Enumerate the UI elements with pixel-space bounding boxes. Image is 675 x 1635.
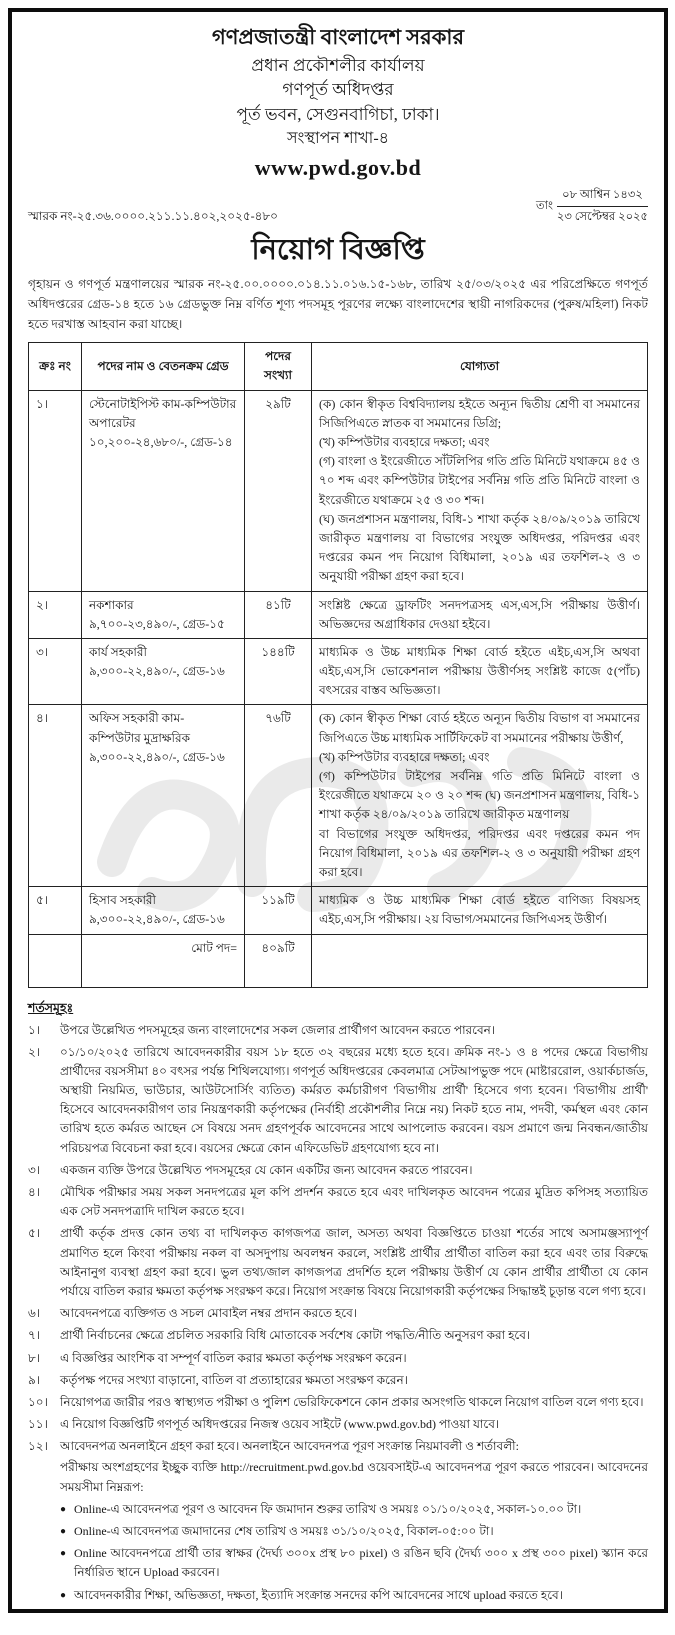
condition-text: উপরে উল্লেখিত পদসমূহের জন্য বাংলাদেশের সকল জেলার প্রার্থীগণ আবেদন করতে পারবেন। (60, 1022, 496, 1037)
post-name-line: হিসাব সহকারী (89, 893, 156, 908)
post-count: ১৪৪টি (245, 638, 312, 705)
post-serial: ২। (29, 591, 82, 638)
table-header-row (29, 343, 648, 390)
intro-paragraph: গৃহায়ন ও গণপূর্ত মন্ত্রণালয়ের স্মারক নং-২৫.০০.০০০০.০১৪.১১.০১৬.১৫-১৬৮, তারিখ ২৫/০৩/২০২৫ এর পরিপ্রেক্ষিতে গণপূর্ত অধিদপ্তরের গ্রেড-১৪ হতে ১৬ গ্রেডভুক্ত নিম্ন বর্ণিত শূণ্য পদসমূহ পূরণের লক্ষ্যে বাংলাদেশের স্থায়ী নাগরিকদের (পুরুষ/মহিলা) নিকট হতে দরখাস্ত আহবান করা যাচ্ছে। (28, 276, 648, 332)
post-qualification (312, 591, 648, 638)
condition-item (28, 1183, 648, 1221)
post-name (82, 638, 245, 705)
column-header-qualification: যোগ্যতা (312, 343, 648, 390)
post-name (82, 887, 245, 934)
post-qualification (312, 638, 648, 705)
department-name: গণপূর্ত অধিদপ্তর (282, 80, 394, 100)
condition-item (28, 1043, 648, 1158)
address-line: পূর্ত ভবন, সেগুনবাগিচা, ঢাকা। (236, 104, 440, 124)
qualification-line: মাধ্যমিক ও উচ্চ মাধ্যমিক শিক্ষা বোর্ড হইতে এইচ,এস,সি অথবা এইচ,এস,সি ভোকেশনাল পরীক্ষায় উত্তীর্ণসহ সংশ্লিষ্ট কাজে ৫(পাঁচ) বৎসরের বাস্তব অভিজ্ঞতা। (319, 644, 640, 698)
qualification-line: (গ) কম্পিউটার টাইপের সর্বনিম্ন গতি প্রতি মিনিটে বাংলা ও ইংরেজীতে যথাক্রমে ২০ ও ২০ শব্দ (ঘ) জনপ্রশাসন মন্ত্রণালয়, বিধি-১ শাখা কর্তৃক ২৪/০৯/২০১৯ তারিখে জারীকৃত মন্ত্রণালয় (319, 769, 640, 822)
bullet-icon: ● (60, 1503, 67, 1515)
post-qualification (312, 887, 648, 934)
website-url: www.pwd.gov.bd (254, 155, 422, 181)
condition-number: ৪। (28, 1185, 41, 1200)
qualification-line: (খ) কম্পিউটার ব্যবহারে দক্ষতা; এবং (319, 435, 490, 450)
memo-date-row (28, 186, 648, 226)
office-name: প্রধান প্রকৌশলীর কার্যালয় (251, 55, 425, 75)
total-empty-cell (29, 934, 82, 987)
condition-text: আবেদনপত্রে ব্যক্তিগত ও সচল মোবাইল নম্বর প্রদান করতে হবে। (60, 1306, 358, 1321)
qualification-line: (ক) কোন স্বীকৃত শিক্ষা বোর্ড হইতে অন্যূন দ্বিতীয় বিভাগ বা সমমানের জিপিএতে উচ্চ মাধ্যমিক সার্টিফিকেট বা সমমানের পরীক্ষায় উত্তীর্ণ, (319, 711, 640, 745)
total-value: ৪০৯টি (245, 934, 312, 987)
condition-item (28, 1393, 648, 1412)
condition-number: ১০। (28, 1394, 48, 1409)
post-name-line: কার্য সহকারী (89, 644, 147, 659)
online-bullet-list (60, 1500, 648, 1613)
total-row (29, 934, 648, 987)
post-serial: ৫। (29, 887, 82, 934)
condition-item (28, 1437, 648, 1456)
bullet-icon: ● (60, 1589, 67, 1601)
qualification-line: (খ) কম্পিউটার ব্যবহারে দক্ষতা; এবং (319, 749, 490, 764)
post-serial: ১। (29, 390, 82, 591)
post-name-line: ৯,৩০০-২২,৪৯০/-, গ্রেড-১৬ (89, 912, 225, 927)
online-rules-lead: পরীক্ষায় অংশগ্রহণের ইচ্ছুক ব্যক্তি http://recruitment.pwd.gov.bd ওয়েবসাইট-এ আবেদনপত্র পূরণ করতে পারবেন। আবেদনের সময়সীমা নিম্নরূপ: (60, 1460, 648, 1494)
online-bullet-text: আবেদনকারীর শিক্ষা, অভিজ্ঞতা, দক্ষতা, ইত্যাদি সংক্রান্ত সনদের কপি আবেদনের সাথে upload করতে হবে। (74, 1587, 564, 1602)
online-bullet-text: Online-এ আবেদনপত্র পূরণ ও আবেদন ফি জমাদান শুরুর তারিখ ও সময়ঃ ০১/১০/২০২৫, সকাল-১০.০০ টা। (74, 1501, 582, 1516)
condition-number: ৫। (28, 1226, 41, 1241)
condition-text: প্রার্থী নির্বাচনের ক্ষেত্রে প্রচলিত সরকারি বিধি মোতাবেক সর্বশেষ কোটা পদ্ধতি/নীতি অনুসরণ করা হবে। (60, 1328, 531, 1343)
condition-number: ২। (28, 1044, 41, 1059)
total-qual-empty-cell (312, 934, 648, 987)
online-rules-block (60, 1458, 648, 1613)
qualification-line: (ক) কোন স্বীকৃত বিশ্ববিদ্যালয় হইতে অন্যূন দ্বিতীয় শ্রেণী বা সমমানের সিজিপিএতে স্নাতক বা সমমানের ডিগ্রি; (319, 396, 640, 430)
post-name-line: নকশাকার (89, 597, 134, 612)
condition-text: কর্তৃপক্ষ পদের সংখ্যা বাড়ানো, বাতিল বা প্রত্যাহারের ক্ষমতা সংরক্ষণ করেন। (60, 1372, 408, 1387)
posts-table (28, 342, 648, 987)
post-name-line: কম্পিউটার মুদ্রাক্ষরিক (89, 730, 190, 745)
online-bullet-text: Online-এ আবেদনপত্র জমাদানের শেষ তারিখ ও সময়ঃ ৩১/১০/২০২৫, বিকাল-০৫:০০ টা। (74, 1524, 494, 1539)
qualification-line: (ঘ) জনপ্রশাসন মন্ত্রণালয়, বিধি-১ শাখা কর্তৃক ২৪/০৯/২০১৯ তারিখে জারীকৃত মন্ত্রণালয় বা বিভাগের সংযুক্ত অধিদপ্তর, পরিদপ্তর এবং দপ্তরের কমন পদ নিয়োগ বিধিমালা, ২০১৯ এর তফশিল-২ ও ৩ অনুযায়ী পরীক্ষা গ্রহণ করা হবে। (319, 511, 640, 584)
post-name-line: ৯,৭০০-২৩,৪৯০/-, গ্রেড-১৫ (89, 616, 225, 631)
online-bullet-text (74, 1608, 648, 1613)
total-label: মোট পদ= (82, 934, 245, 987)
condition-number: ৯। (28, 1372, 41, 1387)
condition-item (28, 1161, 648, 1180)
document-border (8, 8, 668, 1613)
online-bullet-item (60, 1586, 648, 1605)
column-header-post: পদের নাম ও বেতনক্রম গ্রেড (82, 343, 245, 390)
memo-number: স্মারক নং-২৫.৩৬.০০০০.২১১.১১.৪০২,২০২৫-৪৮০ (28, 209, 278, 224)
post-serial: ৪। (29, 705, 82, 887)
bullet-icon: ● (60, 1548, 67, 1560)
conditions-heading: শর্তসমূহঃ (28, 1000, 74, 1015)
condition-text: ০১/১০/২০২৫ তারিখে আবেদনকারীর বয়স ১৮ হতে ৩২ বছরের মধ্যে হতে হবে। ক্রমিক নং-১ ও ৪ পদের ক্ষেত্রে বিভাগীয় প্রার্থীদের বয়সসীমা ৪০ বৎসর পর্যন্ত শিথিলযোগ্য। গণপূর্ত অধিদপ্তরের কেবলমাত্র সেটআপভুক্ত পদে (মাষ্টাররোল, ওয়ার্কচার্জড, অস্থায়ী নিয়মিত, ভাউচার, আউটসোর্সিং ব্যতিত) কর্মরত কর্মচারীগণ 'বিভাগীয় প্রার্থী' হিসেবে গণ্য হবেন। 'বিভাগীয় প্রার্থী' হিসেবে আবেদনকারীগণ তার নিয়ন্ত্রণকারী কর্তৃপক্ষের (নির্বাহী প্রকৌশলীর নিম্নে নয়) নিকট হতে নাম, পদবী, 'কর্মস্থল এবং কোন তারিখ হতে কর্মরত আছেন সে বিষয়ে সনদ গ্রহণপূর্বক আবেদনের সাথে আপলোড করবেন। বয়স প্রমাণে জন্ম নিবন্ধন/জাতীয় পরিচয়পত্র বিবেচনা করা হবে। বয়সের ক্ষেত্রে কোন এফিডেভিট গ্রহণযোগ্য হবে না। (60, 1044, 648, 1155)
online-bullet-item (60, 1608, 648, 1613)
condition-item (28, 1224, 648, 1301)
table-row (29, 591, 648, 638)
conditions-list (28, 1021, 648, 1457)
post-serial: ৩। (29, 638, 82, 705)
condition-item (28, 1021, 648, 1040)
post-name (82, 390, 245, 591)
qualification-line: বা বিভাগের সংযুক্ত অধিদপ্তর, পরিদপ্তর এবং দপ্তরের কমন পদ নিয়োগ বিধিমালা, ২০১৯ এর তফশিল-২ ও ৩ অনুযায়ী পরীক্ষা গ্রহণ করা হবে। (319, 826, 640, 879)
condition-text: প্রার্থী কর্তৃক প্রদত্ত কোন তথ্য বা দাখিলকৃত কাগজপত্র জাল, অসত্য অথবা বিজ্ঞপ্তিতে চাওয়া শর্তের সাথে অসামঞ্জস্যাপূর্ণ প্রমাণিত হলে কিংবা পরীক্ষায় নকল বা অসদুপায় অবলম্বন করলে, সংশ্লিষ্ট প্রার্থীর প্রার্থীতা বাতিল করা হবে এবং তার বিরুদ্ধে আইনানুগ ব্যবস্থা গ্রহণ করা হবে। ভুল তথ্য/জাল কাগজপত্র প্রদর্শিত হলে পরীক্ষায় উত্তীর্ণ যে কোন প্রার্থীর প্রার্থীতা যে কোন পর্যায়ে বাতিল করার ক্ষমতা কর্তৃপক্ষ সংরক্ষণ করে। নিয়োগ সংক্রান্ত বিষয়ে নিয়োগকারী কর্তৃপক্ষের সিদ্ধান্তই চূড়ান্ত বলে গণ্য হবে। (60, 1226, 648, 1298)
post-qualification (312, 705, 648, 887)
online-bullet-item (60, 1500, 648, 1519)
post-name (82, 591, 245, 638)
post-name-line: ৯,৩০০-২২,৪৯০/-, গ্রেড-১৬ (89, 664, 225, 679)
post-name-line: অফিস সহকারী কাম- (89, 711, 185, 726)
online-bullet-item (60, 1522, 648, 1541)
bullet-icon (60, 1608, 74, 1613)
column-header-serial: ক্রঃ নং (29, 343, 82, 390)
government-title: গণপ্রজাতন্ত্রী বাংলাদেশ সরকার (211, 25, 465, 49)
branch-name: সংস্থাপন শাখা-৪ (286, 130, 390, 148)
post-name (82, 705, 245, 887)
condition-item (28, 1349, 648, 1368)
condition-number: ৮। (28, 1350, 41, 1365)
date-bangla: ০৮ আশ্বিন ১৪৩২ (557, 186, 648, 206)
condition-number: ১১। (28, 1417, 48, 1432)
table-row (29, 390, 648, 591)
qualification-line: (গ) বাংলা ও ইংরেজীতে সাঁটলিপির গতি প্রতি মিনিটে যথাক্রমে ৪৫ ও ৭০ শব্দ এবং কম্পিউটার টাইপের সর্বনিম্ন গতি প্রতি মিনিটে বাংলা ও ইংরেজীতে যথাক্রমে ২৫ ও ৩০ শব্দ। (319, 454, 640, 507)
post-name-line: স্টেনোটাইপিস্ট কাম-কম্পিউটার (89, 396, 237, 411)
date-block (536, 186, 648, 226)
table-row (29, 887, 648, 934)
condition-number: ৭। (28, 1328, 41, 1343)
date-label: তাং (536, 200, 553, 213)
online-bullet-text: Online আবেদনপত্রে প্রার্থী তার স্বাক্ষর (দৈর্ঘ্য ৩০০x প্রস্থ ৮০ pixel) ও রঙিন ছবি (দৈর্ঘ্য ৩০০ x প্রস্থ ৩০০ pixel) স্ক্যান করে নির্ধারিত স্থানে Upload করবেন। (74, 1546, 648, 1580)
condition-text: মৌখিক পরীক্ষার সময় সকল সনদপত্রের মূল কপি প্রদর্শন করতে হবে এবং দাখিলকৃত আবেদন পত্রের মুদ্রিত কপিসহ সত্যায়িত এক সেট সনদপত্রাদি দাখিল করতে হবে। (60, 1185, 648, 1219)
condition-item (28, 1415, 648, 1434)
condition-text: একজন ব্যক্তি উপরে উল্লেখিত পদসমূহের যে কোন একটির জন্য আবেদন করতে পারবেন। (60, 1162, 473, 1177)
post-count: ১১৯টি (245, 887, 312, 934)
bullet-icon: ● (60, 1526, 67, 1538)
date-gregorian: ২৩ সেপ্টেম্বর ২০২৫ (556, 210, 648, 223)
page-title: নিয়োগ বিজ্ঞপ্তি (251, 234, 425, 267)
online-bullet-item (60, 1544, 648, 1582)
condition-text: এ নিয়োগ বিজ্ঞপ্তিটি গণপূর্ত অধিদপ্তরের নিজস্ব ওয়েব সাইটে (www.pwd.gov.bd) পাওয়া যাবে। (60, 1417, 500, 1432)
qualification-line: সংশ্লিষ্ট ক্ষেত্রে ড্রাফটিং সনদপত্রসহ এস,এস,সি পরীক্ষায় উত্তীর্ণ। অভিজ্ঞদের অগ্রাধিকার দেওয়া হইবে। (319, 597, 640, 631)
table-row (29, 705, 648, 887)
post-name-line: অপারেটর (89, 415, 136, 430)
condition-item (28, 1304, 648, 1323)
date-fraction (557, 186, 648, 226)
post-count: ২৯টি (245, 390, 312, 591)
condition-number: ১। (28, 1022, 41, 1037)
qualification-line: মাধ্যমিক ও উচ্চ মাধ্যমিক শিক্ষা বোর্ড হইতে বাণিজ্য বিষয়সহ এইচ,এস,সি পরীক্ষায়। ২য় বিভাগ/সমমানের জিপিএসহ উত্তীর্ণ। (319, 893, 640, 927)
column-header-count: পদের সংখ্যা (245, 343, 312, 390)
post-count: ৪১টি (245, 591, 312, 638)
condition-item (28, 1326, 648, 1345)
condition-number: ৬। (28, 1306, 41, 1321)
condition-item (28, 1371, 648, 1390)
post-qualification (312, 390, 648, 591)
condition-number: ৩। (28, 1162, 41, 1177)
condition-text: নিয়োগপত্র জারীর পরও স্বাস্থ্যগত পরীক্ষা ও পুলিশ ভেরিফিকেশনে কোন প্রকার অসংগতি থাকলে নিয়োগ বাতিল বলে গণ্য হবে। (60, 1394, 644, 1409)
post-count: ৭৬টি (245, 705, 312, 887)
condition-text: আবেদনপত্র অনলাইনে গ্রহণ করা হবে। অনলাইনে আবেদনপত্র পূরণ সংক্রান্ত নিয়মাবলী ও শর্তাবলী: (60, 1439, 519, 1454)
table-row (29, 638, 648, 705)
post-name-line: ১০,২০০-২৪,৬৮০/-, গ্রেড-১৪ (89, 435, 233, 450)
letterhead (28, 22, 648, 184)
post-name-line: ৯,৩০০-২২,৪৯০/-, গ্রেড-১৬ (89, 749, 225, 764)
condition-number: ১২। (28, 1439, 48, 1454)
condition-text: এ বিজ্ঞপ্তির আংশিক বা সম্পূর্ণ বাতিল করার ক্ষমতা কর্তৃপক্ষ সংরক্ষণ করেন। (60, 1350, 407, 1365)
